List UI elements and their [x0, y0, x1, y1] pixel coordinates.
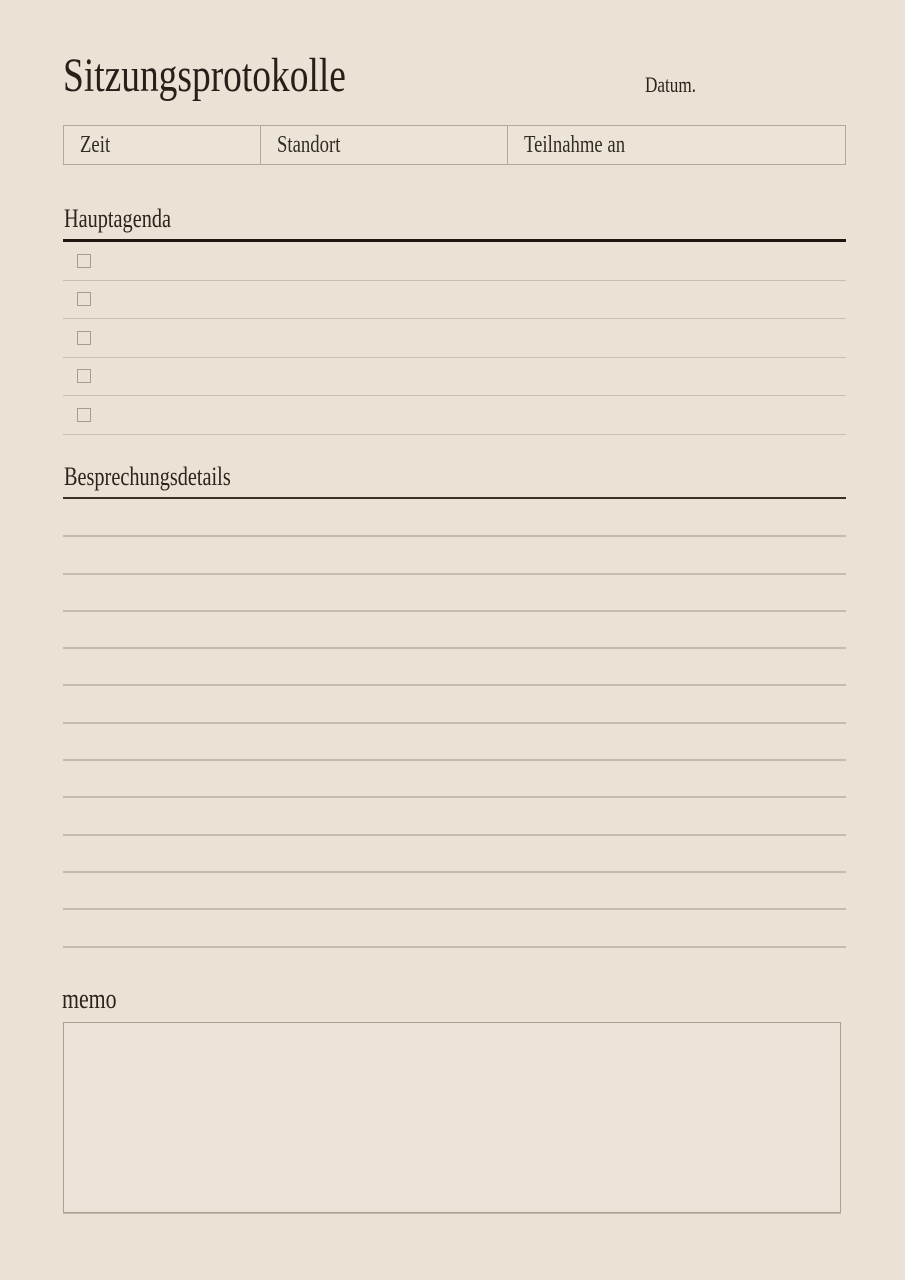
detail-line[interactable] — [63, 612, 846, 649]
location-field-label: Standort — [277, 131, 341, 158]
details-lines — [63, 500, 846, 948]
attendance-field[interactable] — [508, 126, 845, 164]
detail-line[interactable] — [63, 724, 846, 761]
agenda-row[interactable] — [63, 281, 846, 320]
agenda-row[interactable] — [63, 396, 846, 435]
detail-line[interactable] — [63, 500, 846, 537]
attendance-field-label: Teilnahme an — [524, 131, 626, 158]
detail-line[interactable] — [63, 761, 846, 798]
agenda-list — [63, 242, 846, 435]
detail-line[interactable] — [63, 575, 846, 612]
page-title — [63, 50, 426, 103]
agenda-row[interactable] — [63, 242, 846, 281]
detail-line[interactable] — [63, 649, 846, 686]
location-field[interactable] — [261, 126, 508, 164]
agenda-row[interactable] — [63, 319, 846, 358]
page-title-text: Sitzungsprotokolle — [63, 49, 346, 102]
detail-line[interactable] — [63, 836, 846, 873]
time-field[interactable] — [64, 126, 261, 164]
checkbox-icon[interactable] — [77, 331, 91, 345]
detail-line[interactable] — [63, 910, 846, 947]
agenda-row[interactable] — [63, 358, 846, 397]
detail-line[interactable] — [63, 873, 846, 910]
memo-label: memo — [62, 984, 117, 1015]
detail-line[interactable] — [63, 537, 846, 574]
time-field-label: Zeit — [80, 131, 111, 158]
info-row — [63, 125, 846, 165]
details-heading: Besprechungsdetails — [64, 462, 231, 491]
checkbox-icon[interactable] — [77, 408, 91, 422]
details-heading-rule — [63, 497, 846, 499]
detail-line[interactable] — [63, 798, 846, 835]
memo-box[interactable] — [63, 1022, 841, 1213]
checkbox-icon[interactable] — [77, 369, 91, 383]
checkbox-icon[interactable] — [77, 292, 91, 306]
detail-line[interactable] — [63, 686, 846, 723]
date-label: Datum. — [645, 72, 697, 97]
agenda-heading: Hauptagenda — [64, 204, 171, 233]
checkbox-icon[interactable] — [77, 254, 91, 268]
